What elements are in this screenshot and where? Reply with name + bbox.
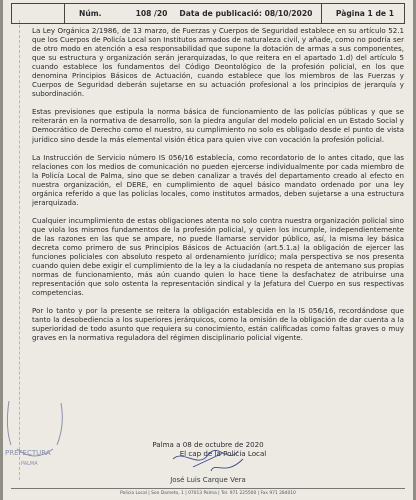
document-body — [32, 26, 404, 342]
stamp-bottom-text: PALMA — [21, 461, 38, 467]
number-value: 108 /20 — [135, 9, 168, 18]
paragraph-4: Cualquier incumplimiento de estas obligaciones atenta no solo contra nuestra organización policial sino que viola los mismos fundamentos de la profesión policial, y quien los incumple, independientemente de las razones en las que se ampare, no puede llamarse servidor público, así, la misma ley básica decreta como primero de sus Principios Básicos de Actuación (art.5.1.a) la obligación de ejercer las funciones policiales con absoluto respeto al ordenamiento jurídico; mala perspectiva se nos presenta cuando quien debe exigir el cumplimiento de la ley a la ciudadanía no respeta de antemano sus propias normas de funcionamiento, más aún cuando quien lo hace tiene la desfachatez de atribuirse una representación que solo ostenta la representación sindical y la Jefatura del Cuerpo en sus respectivas competencias. — [32, 215, 404, 298]
publication-date: Data de publicació: 08/10/2020 — [179, 9, 313, 18]
page-footer: Policia Local | Son Dameto, 1 | 07013 Palma | Tel. 971 225500 | Fax 971 284010 — [11, 488, 405, 496]
header-logo-box — [12, 4, 65, 23]
paragraph-3: La Instrucción de Servicio número IS 056/16 establecía, como recordatorio de lo antes citado, que las relaciones con los medios de comunicación no pueden ejercerse individualmente por cada miembro de la Policía Local de Palma, sino que se deben canalizar a través del departamento creado al efecto en nuestra organización, el DERE, en cumplimiento de aquel básico mandato ordenado por una ley orgánica referido a que las policías locales, como institutos armados, deben sujetarse a una estructura jerarquizada. — [32, 152, 404, 207]
number-label: Núm. — [79, 9, 102, 18]
stamp-middle-text: PREFECTURA — [5, 449, 51, 457]
page-indicator: Pàgina 1 de 1 — [321, 4, 404, 23]
document-page — [3, 0, 413, 500]
place-date: Palma a 08 de octubre de 2020 — [152, 440, 264, 449]
paragraph-5: Por lo tanto y por la presente se reitera la obligación establecida en la IS 056/16, recordándose que tanto la desobediencia a los superiores jerárquicos, como la omisión de la obligación de dar cuenta a la superioridad de todo asunto que requiera su conocimiento, están calificadas como faltas graves o muy graves en la normativa reguladora del régimen disciplinario policial vigente. — [32, 306, 404, 343]
paragraph-1: La Ley Orgánica 2/1986, de 13 marzo, de Fuerzas y Cuerpos de Seguridad establece en su artículo 52.1 que los Cuerpos de Policía Local son Institutos armados de naturaleza civil, y añade, como no podría ser de otro modo en atención a esa responsabilidad que supone la dotación de armas a sus componentes, que su estructura y organización serán jerarquizadas, lo que reitera en el apartado 1.d) del artículo 5 cuando establece los fundamentos del Código Deontológico de la profesión policial, en los que denomina Principios Básicos de Actuación, cuando establece que los miembros de las Fuerzas y Cuerpos de Seguridad deberán sujetarse en su actuación profesional a los principios de jerarquía y subordinación. — [32, 26, 404, 99]
paragraph-2: Estas previsiones que estipula la norma básica de funcionamiento de las policías públicas y que se reiterarán en la normativa de desarrollo, son la piedra angular del modelo policial en un Estado Social y Democrático de Derecho como el nuestro, su cumplimiento no solo es obligado desde el punto de vista jurídico sino desde la más elemental visión ética para quien vive con vocación la profesión policial. — [32, 107, 404, 144]
signatory-name: José Luis Carque Vera — [170, 476, 246, 484]
signatory-role: El cap de la Policia Local — [179, 449, 267, 459]
document-header — [11, 3, 405, 24]
